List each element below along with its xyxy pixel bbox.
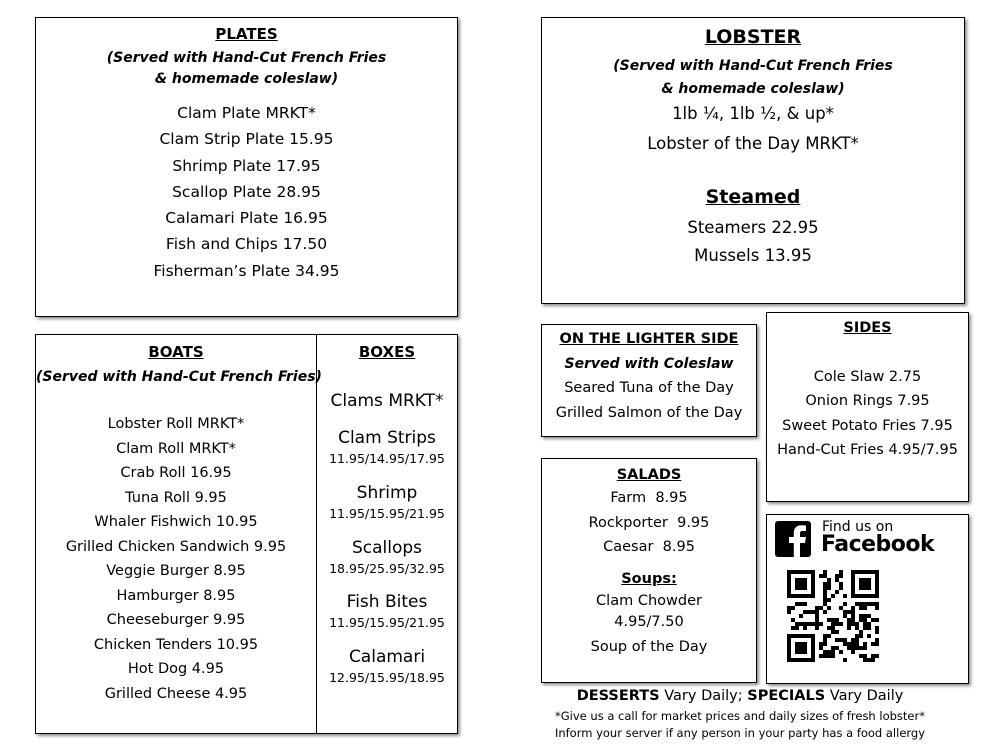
list-item: Seared Tuna of the Day — [564, 380, 734, 396]
boats-title: BOATS — [148, 343, 204, 361]
boats-subtitle: (Served with Hand-Cut French Fries) — [36, 369, 322, 385]
sides-title: SIDES — [843, 320, 892, 336]
boats-list — [36, 412, 316, 706]
lighter-side-section — [541, 324, 757, 437]
list-item: Scallop Plate 28.95 — [172, 182, 321, 201]
lighter-title: ON THE LIGHTER SIDE — [559, 331, 739, 347]
market-price-note: *Give us a call for market prices and daily sizes of fresh lobster* — [555, 709, 925, 723]
desserts-specials-line — [540, 688, 940, 704]
list-item: Soup of the Day — [590, 639, 708, 655]
list-item: Farm 8.95 — [610, 490, 688, 506]
lobster-title: LOBSTER — [704, 26, 802, 48]
plates-subtitle-line1: (Served with Hand-Cut French Fries — [106, 50, 387, 66]
plates-section — [35, 17, 458, 317]
boats-column — [36, 335, 322, 733]
allergy-note: Inform your server if any person in your party has a food allergy — [554, 726, 926, 740]
facebook-section — [766, 514, 969, 684]
sides-section — [766, 312, 969, 502]
list-item: Cheeseburger 9.95 — [106, 612, 246, 628]
specials-text: Vary Daily — [825, 688, 904, 704]
list-item: Clam Plate MRKT* — [177, 104, 316, 122]
list-item: Fisherman’s Plate 34.95 — [153, 261, 340, 280]
desserts-label: DESSERTS — [576, 688, 660, 704]
list-item: Clam Roll MRKT* — [116, 440, 236, 457]
plates-list — [36, 100, 457, 284]
list-item: Fish and Chips 17.50 — [165, 235, 328, 254]
lobster-section — [541, 17, 965, 304]
facebook-wordmark: Facebook — [821, 532, 935, 557]
box-item-prices: 18.95/25.95/32.95 — [329, 561, 445, 576]
list-item: Rockporter 9.95 — [588, 515, 710, 531]
list-item: Crab Roll 16.95 — [120, 465, 232, 481]
list-item: Grilled Cheese 4.95 — [104, 685, 248, 702]
soups-title: Soups: — [621, 571, 677, 587]
lighter-subtitle: Served with Coleslaw — [564, 356, 734, 372]
boxes-clams: Clams MRKT* — [330, 391, 444, 411]
list-item: 4.95/7.50 — [614, 614, 684, 630]
qr-code-icon[interactable] — [787, 570, 879, 662]
plates-title: PLATES — [215, 25, 278, 43]
list-item: Hand-Cut Fries 4.95/7.95 — [777, 442, 958, 458]
steamed-item: Steamers 22.95 — [687, 218, 819, 237]
list-item: Whaler Fishwich 10.95 — [94, 514, 258, 530]
steamed-item: Mussels 13.95 — [694, 246, 812, 265]
box-item-prices: 11.95/15.95/21.95 — [329, 615, 445, 630]
boxes-title: BOXES — [358, 343, 416, 361]
list-item: Caesar 8.95 — [603, 539, 695, 555]
boats-boxes-section — [35, 334, 458, 734]
box-item-prices: 12.95/15.95/18.95 — [329, 670, 445, 685]
facebook-find-us: Find us on — [822, 519, 894, 535]
list-item: Veggie Burger 8.95 — [106, 563, 246, 579]
box-item-name: Shrimp — [356, 483, 418, 503]
lobster-sizes: 1lb ¼, 1lb ½, & up* — [672, 104, 834, 123]
box-item-name: Scallops — [351, 538, 423, 558]
list-item: Clam Chowder — [596, 593, 702, 609]
list-item: Calamari Plate 16.95 — [165, 209, 328, 228]
desserts-text: Vary Daily; — [659, 688, 748, 704]
facebook-logo-icon — [775, 521, 811, 557]
list-item: Onion Rings 7.95 — [805, 393, 930, 409]
list-item: Hamburger 8.95 — [116, 587, 236, 604]
list-item: Shrimp Plate 17.95 — [172, 156, 321, 175]
lobster-subtitle-line2: & homemade coleslaw) — [661, 81, 845, 97]
list-item: Chicken Tenders 10.95 — [93, 636, 259, 653]
specials-label: SPECIALS — [747, 688, 826, 704]
list-item: Grilled Chicken Sandwich 9.95 — [65, 538, 287, 555]
box-item-prices: 11.95/15.95/21.95 — [329, 506, 445, 521]
list-item: Tuna Roll 9.95 — [125, 489, 227, 506]
boxes-column — [317, 335, 457, 733]
list-item: Cole Slaw 2.75 — [813, 369, 922, 385]
salads-section — [541, 458, 757, 683]
box-item-name: Calamari — [348, 647, 426, 667]
box-item-name: Clam Strips — [338, 428, 436, 448]
list-item: Lobster Roll MRKT* — [107, 416, 245, 432]
box-item-name: Fish Bites — [346, 592, 428, 612]
salads-title: SALADS — [616, 467, 682, 483]
lobster-subtitle-line1: (Served with Hand-Cut French Fries — [613, 58, 893, 74]
list-item: Sweet Potato Fries 7.95 — [782, 418, 953, 434]
list-item: Grilled Salmon of the Day — [555, 405, 743, 421]
box-item-prices: 11.95/14.95/17.95 — [329, 451, 445, 466]
lobster-of-the-day: Lobster of the Day MRKT* — [647, 134, 859, 153]
steamed-title: Steamed — [705, 186, 801, 208]
plates-subtitle-line2: & homemade coleslaw) — [154, 71, 339, 87]
list-item: Clam Strip Plate 15.95 — [159, 130, 334, 149]
list-item: Hot Dog 4.95 — [127, 661, 225, 677]
